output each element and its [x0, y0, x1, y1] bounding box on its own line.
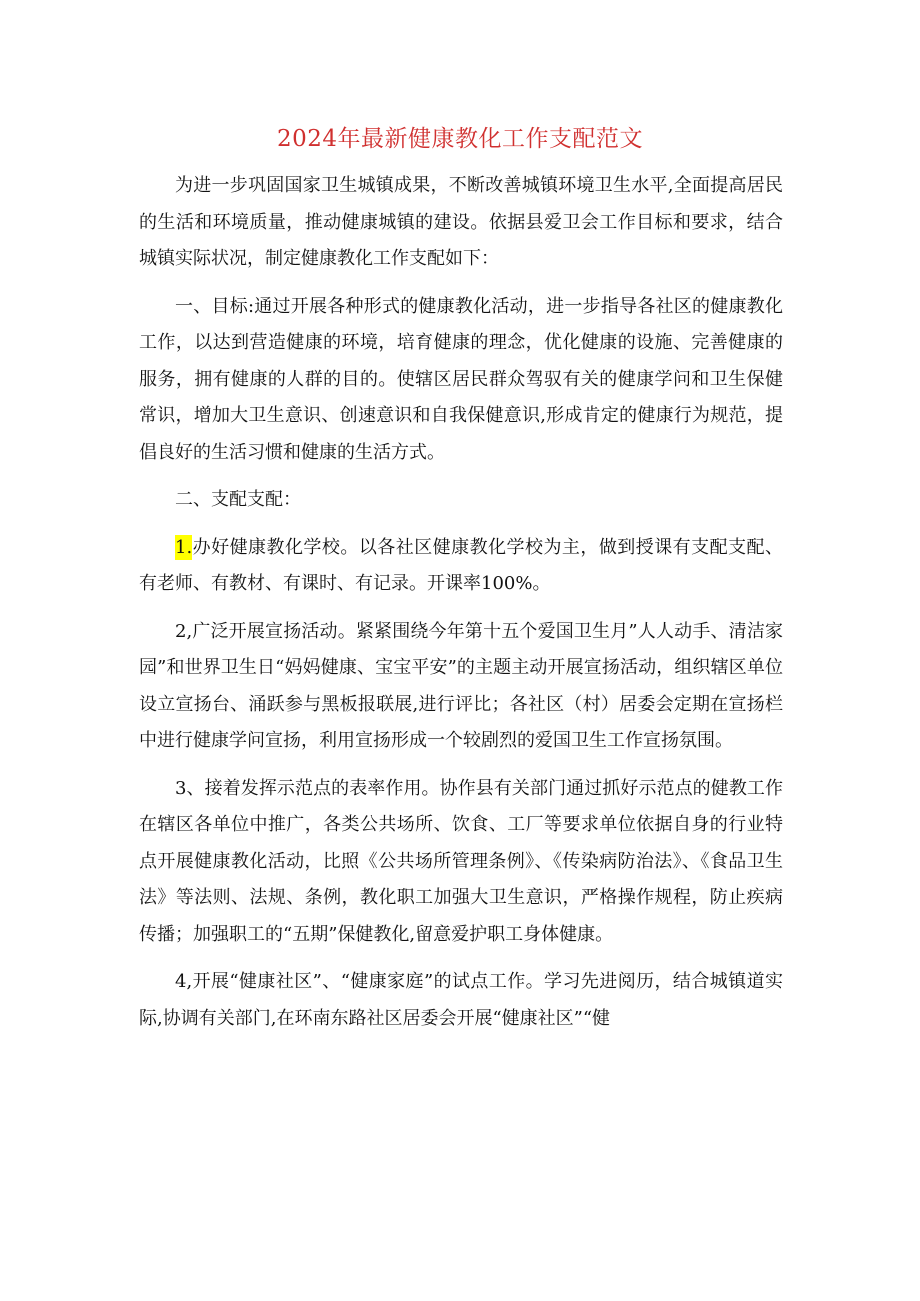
item-3-paragraph: 3、接着发挥示范点的表率作用。协作县有关部门通过抓好示范点的健教工作在辖区各单位中推广，各类公共场所、饮食、工厂等要求单位依据自身的行业特点开展健康教化活动，比照《公共场所管理条例》、《传染病防治法》、《食品卫生法》等法则、法规、条例，教化职工加强大卫生意识，严格操作规程，防止疾病传播；加强职工的“五期”保健教化,留意爱护职工身体健康。	[139, 777, 783, 945]
item-4-paragraph: 4,开展“健康社区”、“健康家庭”的试点工作。学习先进阅历，结合城镇道实际,协调有关部门,在环南东路社区居委会开展“健康社区”“健	[139, 971, 783, 1029]
document-title: 2024年最新健康教化工作支配范文	[276, 126, 644, 152]
goal-paragraph: 一、目标:通过开展各种形式的健康教化活动，进一步指导各社区的健康教化工作，以达到营造健康的环境，培育健康的理念，优化健康的设施、完善健康的服务，拥有健康的人群的目的。使辖区居民群众驾驭有关的健康学问和卫生保健常识，增加大卫生意识、创速意识和自我保健意识,形成肯定的健康行为规范，提倡良好的生活习惯和健康的生活方式。	[139, 295, 783, 463]
item-1-paragraph	[139, 530, 783, 603]
item-1-text: 办好健康教化学校。以各社区健康教化学校为主，做到授课有支配支配、有老师、有教材、有课时、有记录。开课率100%。	[139, 536, 783, 594]
plan-heading: 二、支配支配：	[175, 489, 301, 510]
intro-paragraph: 为进一步巩固国家卫生城镇成果，不断改善城镇环境卫生水平,全面提高居民的生活和环境质量，推动健康城镇的建设。依据县爱卫会工作目标和要求，结合城镇实际状况，制定健康教化工作支配如下：	[139, 175, 783, 269]
document-body	[139, 168, 783, 1048]
item-2-paragraph: 2,广泛开展宣扬活动。紧紧围绕今年第十五个爱国卫生月”人人动手、清洁家园”和世界卫生日“妈妈健康、宝宝平安”的主题主动开展宣扬活动，组织辖区单位设立宣扬台、涌跃参与黑板报联展,进行评比；各社区（村）居委会定期在宣扬栏中进行健康学问宣扬，利用宣扬形成一个较剧烈的爱国卫生工作宣扬氛围。	[139, 620, 783, 751]
highlighted-number: 1.	[175, 536, 193, 558]
